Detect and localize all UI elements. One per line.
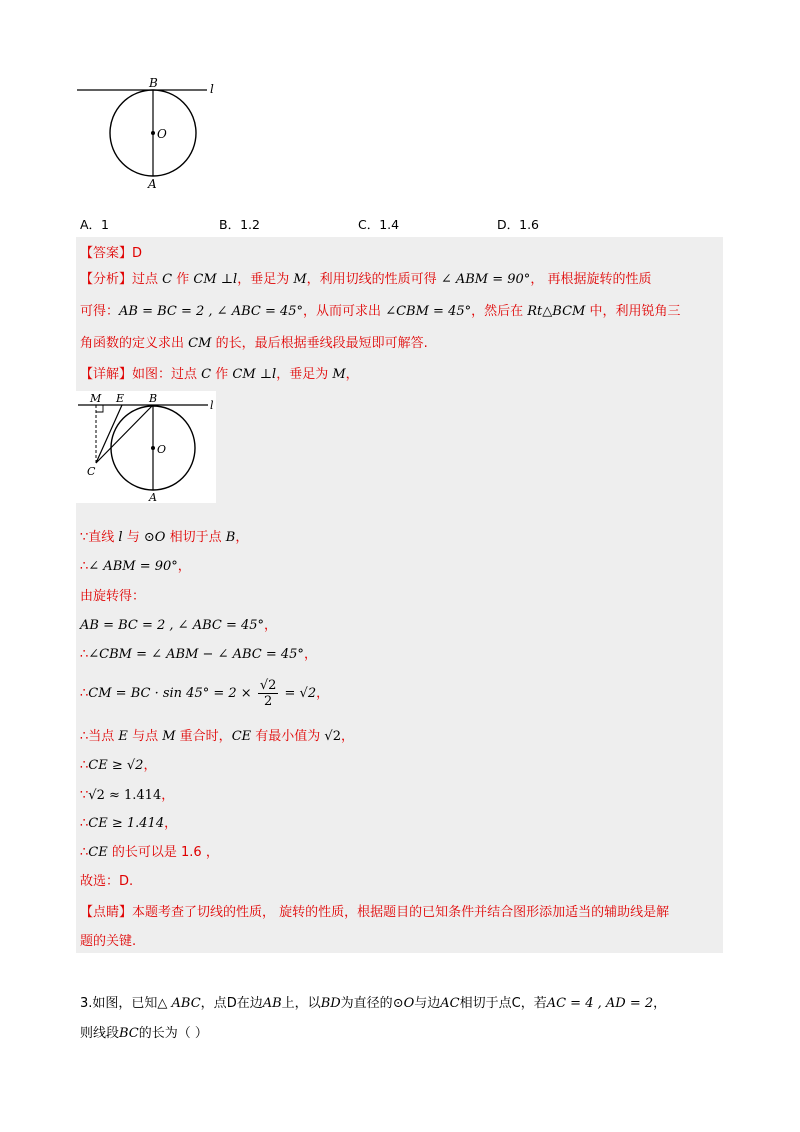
math: CE <box>231 729 252 744</box>
option-a: A．1 <box>80 217 110 232</box>
analysis-line-3 <box>80 335 428 353</box>
text: 与边 <box>414 996 441 1011</box>
fraction-denominator: 2 <box>263 694 273 709</box>
math: CM ⊥l <box>193 272 238 287</box>
text: 本题考查了切线的性质， 旋转的性质，根据题目的已知条件并结合图形添加适当的辅助线是解 <box>132 905 670 920</box>
label-a: A <box>148 177 157 190</box>
option-c: C．1.4 <box>358 217 400 232</box>
text: ， <box>164 816 178 831</box>
text: 由旋转得： <box>80 589 146 604</box>
math: ⊙O <box>143 530 166 545</box>
text: 的长，最后根据垂线段最短即可解答. <box>215 336 428 351</box>
text: 则线段 <box>80 1026 120 1041</box>
step-6 <box>80 678 329 710</box>
label-e: E <box>116 392 125 405</box>
text: ， <box>161 788 175 803</box>
math: E <box>118 729 128 744</box>
math: M <box>293 272 307 287</box>
analysis-line-1 <box>80 271 651 289</box>
right-angle-mark <box>96 405 103 412</box>
step-11 <box>80 844 219 862</box>
math: C <box>201 367 212 382</box>
answer-value: D <box>132 246 143 261</box>
text: 与点 <box>132 729 159 744</box>
answer-tag: 【答案】 <box>80 246 133 261</box>
text: ∴ <box>80 647 89 662</box>
answer-options <box>80 215 720 233</box>
question-3 <box>80 995 740 1043</box>
center-point <box>151 446 155 450</box>
math: ∠CBM = 45° <box>385 304 472 319</box>
text: ∴ <box>80 816 89 831</box>
text: ， <box>303 647 317 662</box>
text: ， <box>143 758 157 773</box>
math: Rt△BCM <box>527 304 586 319</box>
step-8 <box>80 757 156 775</box>
text: 有最小值为 <box>255 729 321 744</box>
text: 与 <box>126 530 140 545</box>
analysis-line-2 <box>80 303 680 321</box>
option-d: D．1.6 <box>497 217 540 232</box>
comment-line-2 <box>80 933 136 951</box>
label-a: A <box>149 491 157 503</box>
center-point <box>151 131 155 135</box>
math: M <box>332 367 346 382</box>
text: ，从而可求出 <box>303 304 382 319</box>
comment-line-1 <box>80 904 669 922</box>
math: ⊙O <box>392 996 415 1011</box>
step-9 <box>80 787 174 805</box>
label-m: M <box>90 392 102 405</box>
label-b: B <box>149 76 158 90</box>
text: 过点 <box>132 272 159 287</box>
segment-cb <box>96 405 153 463</box>
text: 在边 <box>236 996 263 1011</box>
answer-line <box>80 245 142 263</box>
math: √2 ≈ 1.414 <box>88 788 162 803</box>
label-o: O <box>157 443 167 456</box>
question-3-line-1 <box>80 995 740 1021</box>
text: ， 再根据旋转的性质 <box>530 272 652 287</box>
text: 角函数的定义求出 <box>80 336 185 351</box>
fraction-numerator: √2 <box>259 678 277 693</box>
math: △ ABC <box>157 996 201 1011</box>
math: M <box>162 729 176 744</box>
math: √2 <box>324 729 341 744</box>
text: 相切于点 <box>459 996 512 1011</box>
math: CM ⊥l <box>232 367 277 382</box>
math: AB <box>262 996 282 1011</box>
comment-tag: 【点睛】 <box>80 905 133 920</box>
math: ∠CBM = ∠ ABM − ∠ ABC = 45° <box>88 647 304 662</box>
text: ， <box>205 845 219 860</box>
step-4 <box>80 617 277 635</box>
label-l: l <box>210 399 214 412</box>
analysis-tag: 【分析】 <box>80 272 133 287</box>
math: AC = 4 , AD = 2 <box>546 996 654 1011</box>
text: ∴ <box>80 845 89 860</box>
text: ， <box>340 729 354 744</box>
text: 上，以 <box>281 996 321 1011</box>
text: ∴ <box>80 559 89 574</box>
math: AC <box>440 996 460 1011</box>
text: 相切于点 <box>169 530 222 545</box>
step-10 <box>80 815 177 833</box>
math: CM = BC · sin 45° = 2 × <box>88 686 252 701</box>
text: ， <box>316 686 330 701</box>
text: D <box>226 996 237 1011</box>
text: ，垂足为 <box>276 367 329 382</box>
math: l <box>118 530 123 545</box>
step-1 <box>80 529 248 547</box>
text: ，然后在 <box>471 304 524 319</box>
text: ，点 <box>200 996 227 1011</box>
math: CE ≥ 1.414 <box>88 816 165 831</box>
text: ， <box>653 996 667 1011</box>
step-7 <box>80 728 354 746</box>
text: 如图：过点 <box>132 367 198 382</box>
text: ， <box>235 530 249 545</box>
math: BC <box>119 1026 139 1041</box>
text: ∵直线 <box>80 530 115 545</box>
text: ，垂足为 <box>237 272 290 287</box>
text: C <box>511 996 521 1011</box>
text: ∴当点 <box>80 729 115 744</box>
text: ，利用切线的性质可得 <box>306 272 437 287</box>
tangent-circle-figure <box>72 72 222 190</box>
text: ∴ <box>80 686 89 701</box>
option-b: B．1.2 <box>219 217 260 232</box>
question-3-line-2 <box>80 1025 740 1043</box>
rotation-figure <box>76 391 216 503</box>
text: 重合时， <box>179 729 232 744</box>
math: B <box>225 530 236 545</box>
text: 的长为（ ） <box>138 1026 208 1041</box>
step-5 <box>80 646 317 664</box>
math: CE ≥ √2 <box>88 758 144 773</box>
label-c: C <box>87 465 96 478</box>
fraction-sqrt2-over-2 <box>258 678 279 709</box>
math: ∠ ABM = 90° <box>440 272 531 287</box>
text: 可得： <box>80 304 120 319</box>
text: ， <box>264 618 278 633</box>
detail-line-1 <box>80 366 359 384</box>
label-b: B <box>149 392 158 405</box>
text: ，若 <box>520 996 547 1011</box>
math: = √2 <box>284 686 317 701</box>
math: ∠ ABM = 90° <box>88 559 178 574</box>
text: 故选：D. <box>80 874 134 889</box>
math: AB = BC = 2 , ∠ ABC = 45° <box>119 304 304 319</box>
text: 1.6 <box>181 845 202 860</box>
text: 为直径的 <box>340 996 393 1011</box>
text: 作 <box>176 272 190 287</box>
text: 中，利用锐角三 <box>589 304 681 319</box>
step-12 <box>80 873 133 891</box>
text: 的长可以是 <box>111 845 177 860</box>
detail-tag: 【详解】 <box>80 367 133 382</box>
text: ∵ <box>80 788 89 803</box>
solution-panel <box>76 237 723 953</box>
segment-ce <box>96 405 122 463</box>
text: 3.如图，已知 <box>80 996 158 1011</box>
label-o: O <box>157 127 167 141</box>
text: 作 <box>215 367 229 382</box>
step-3 <box>80 588 145 606</box>
math: CE <box>88 845 108 860</box>
math: BD <box>320 996 341 1011</box>
label-l: l <box>210 82 214 96</box>
math: CM <box>188 336 212 351</box>
math: C <box>162 272 173 287</box>
math: AB = BC = 2 , ∠ ABC = 45° <box>80 618 265 633</box>
step-2 <box>80 558 191 576</box>
text: ∴ <box>80 758 89 773</box>
text: ， <box>177 559 191 574</box>
text: ， <box>345 367 359 382</box>
text: 题的关键. <box>80 934 137 949</box>
